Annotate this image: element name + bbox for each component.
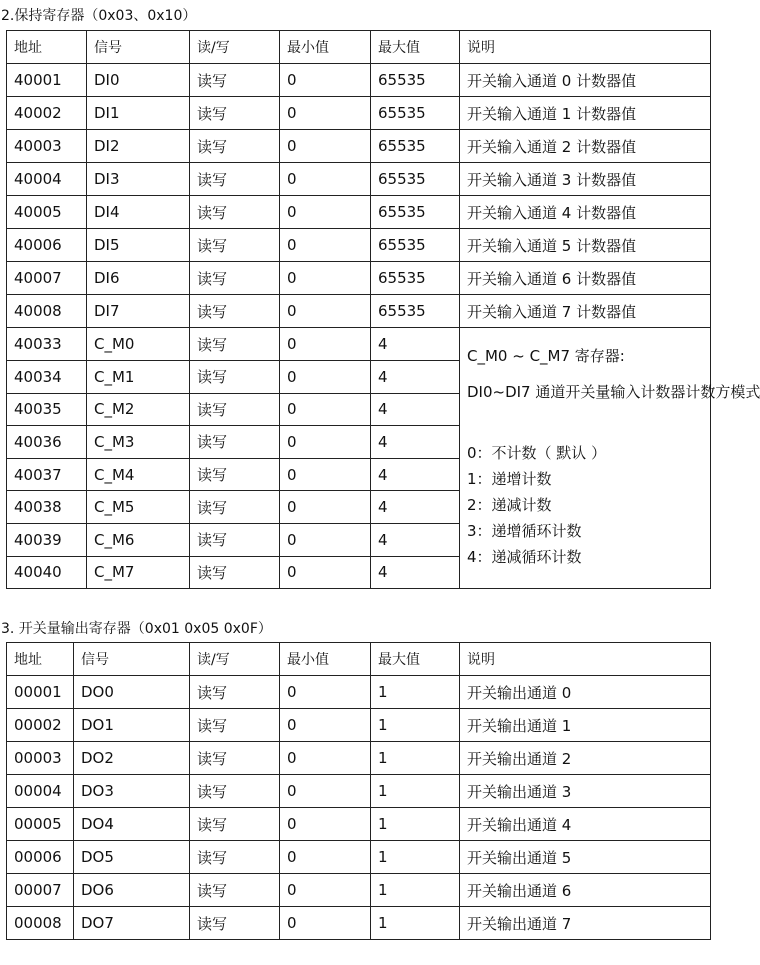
- cell-read-write: 读写: [190, 775, 280, 808]
- cell-max: 65535: [371, 262, 460, 295]
- cell-min: 0: [280, 426, 371, 459]
- table-row: [7, 262, 711, 295]
- cell-min: 0: [280, 295, 371, 328]
- table-row: [7, 163, 711, 196]
- cell-min: 0: [280, 361, 371, 394]
- section-title-digital-output-registers: 3. 开关量输出寄存器（0x01 0x05 0x0F）: [1, 621, 272, 637]
- cell-description: 开关输入通道 2 计数器值: [460, 130, 711, 163]
- cell-read-write: 读写: [190, 163, 280, 196]
- cell-signal: DI0: [87, 64, 190, 97]
- cell-max: 4: [371, 491, 460, 524]
- cell-description: 开关输出通道 1: [460, 709, 711, 742]
- cell-min: 0: [280, 229, 371, 262]
- cell-description: 开关输入通道 7 计数器值: [460, 295, 711, 328]
- cell-min: 0: [280, 130, 371, 163]
- cell-address: 40035: [7, 393, 87, 426]
- section-title-holding-registers: 2.保持寄存器（0x03、0x10）: [1, 8, 197, 24]
- cell-signal: C_M5: [87, 491, 190, 524]
- cell-description: 开关输出通道 7: [460, 907, 711, 940]
- cell-max: 1: [371, 775, 460, 808]
- cell-max: 4: [371, 556, 460, 589]
- cell-max: 65535: [371, 196, 460, 229]
- cell-address: 40003: [7, 130, 87, 163]
- cell-min: 0: [280, 556, 371, 589]
- cell-signal: DO0: [74, 676, 190, 709]
- cell-read-write: 读写: [190, 393, 280, 426]
- cell-signal: DO1: [74, 709, 190, 742]
- cell-description: 开关输出通道 4: [460, 808, 711, 841]
- cell-min: 0: [280, 458, 371, 491]
- cell-signal: DI7: [87, 295, 190, 328]
- cell-description: 开关输入通道 5 计数器值: [460, 229, 711, 262]
- cell-signal: C_M7: [87, 556, 190, 589]
- cell-signal: C_M0: [87, 328, 190, 361]
- cell-min: 0: [280, 328, 371, 361]
- cell-min: 0: [280, 523, 371, 556]
- cell-description: 开关输入通道 0 计数器值: [460, 64, 711, 97]
- cell-address: 40038: [7, 491, 87, 524]
- cell-read-write: 读写: [190, 523, 280, 556]
- cell-read-write: 读写: [190, 556, 280, 589]
- cell-address: 40034: [7, 361, 87, 394]
- cell-max: 1: [371, 907, 460, 940]
- cell-signal: DI3: [87, 163, 190, 196]
- cell-min: 0: [280, 491, 371, 524]
- cell-address: 40006: [7, 229, 87, 262]
- cell-address: 40033: [7, 328, 87, 361]
- cell-min: 0: [280, 163, 371, 196]
- table-row: [7, 97, 711, 130]
- table-row: [7, 874, 711, 907]
- cell-min: 0: [280, 196, 371, 229]
- cell-signal: DO6: [74, 874, 190, 907]
- table-row: [7, 328, 711, 361]
- cell-read-write: 读写: [190, 130, 280, 163]
- mode-option: 3：递增循环计数: [467, 522, 582, 541]
- cell-read-write: 读写: [190, 491, 280, 524]
- cell-min: 0: [280, 874, 371, 907]
- cell-address: 00005: [7, 808, 74, 841]
- cell-read-write: 读写: [190, 229, 280, 262]
- header-max: 最大值: [371, 31, 460, 64]
- cell-description-mode: [460, 328, 760, 589]
- header-read-write: 读/写: [190, 31, 280, 64]
- table-row: [7, 676, 711, 709]
- table-row: [7, 229, 711, 262]
- cell-min: 0: [280, 775, 371, 808]
- cell-signal: C_M2: [87, 393, 190, 426]
- cell-description: 开关输出通道 6: [460, 874, 711, 907]
- cell-min: 0: [280, 64, 371, 97]
- cell-address: 40002: [7, 97, 87, 130]
- cell-signal: DI4: [87, 196, 190, 229]
- cell-signal: DO3: [74, 775, 190, 808]
- mode-option: 0：不计数（ 默认 ）: [467, 444, 607, 463]
- cell-read-write: 读写: [190, 709, 280, 742]
- cell-address: 40004: [7, 163, 87, 196]
- cell-read-write: 读写: [190, 841, 280, 874]
- header-address: 地址: [7, 643, 74, 676]
- cell-max: 4: [371, 458, 460, 491]
- table-row: [7, 841, 711, 874]
- cell-signal: DI5: [87, 229, 190, 262]
- table-row: [7, 775, 711, 808]
- cell-address: 40037: [7, 458, 87, 491]
- cell-signal: DO2: [74, 742, 190, 775]
- cell-read-write: 读写: [190, 742, 280, 775]
- table-row: [7, 196, 711, 229]
- cell-description: 开关输入通道 1 计数器值: [460, 97, 711, 130]
- cell-address: 00002: [7, 709, 74, 742]
- cell-description: 开关输出通道 5: [460, 841, 711, 874]
- cell-max: 1: [371, 742, 460, 775]
- mode-desc-text: DI0~DI7 通道开关量输入计数器计数方模式: [467, 383, 760, 402]
- cell-read-write: 读写: [190, 64, 280, 97]
- cell-address: 40008: [7, 295, 87, 328]
- cell-max: 1: [371, 709, 460, 742]
- mode-option: 4：递减循环计数: [467, 548, 582, 567]
- header-signal: 信号: [87, 31, 190, 64]
- cell-max: 4: [371, 393, 460, 426]
- mode-desc-options: [467, 440, 710, 570]
- cell-address: 40036: [7, 426, 87, 459]
- cell-read-write: 读写: [190, 262, 280, 295]
- cell-address: 40039: [7, 523, 87, 556]
- cell-address: 40007: [7, 262, 87, 295]
- header-min: 最小值: [280, 31, 371, 64]
- cell-read-write: 读写: [190, 458, 280, 491]
- cell-min: 0: [280, 841, 371, 874]
- cell-address: 40040: [7, 556, 87, 589]
- cell-max: 4: [371, 523, 460, 556]
- cell-signal: DO7: [74, 907, 190, 940]
- cell-description: 开关输入通道 4 计数器值: [460, 196, 711, 229]
- cell-read-write: 读写: [190, 295, 280, 328]
- cell-signal: DI2: [87, 130, 190, 163]
- cell-description: 开关输出通道 3: [460, 775, 711, 808]
- cell-address: 00001: [7, 676, 74, 709]
- cell-min: 0: [280, 742, 371, 775]
- cell-min: 0: [280, 808, 371, 841]
- cell-min: 0: [280, 262, 371, 295]
- cell-max: 65535: [371, 295, 460, 328]
- cell-read-write: 读写: [190, 676, 280, 709]
- mode-desc-label: C_M0 ~ C_M7 寄存器:: [467, 347, 625, 366]
- cell-max: 1: [371, 808, 460, 841]
- mode-option: 1：递增计数: [467, 470, 552, 489]
- cell-read-write: 读写: [190, 97, 280, 130]
- table-row: [7, 709, 711, 742]
- cell-signal: C_M3: [87, 426, 190, 459]
- mode-option: 2：递减计数: [467, 496, 552, 515]
- cell-min: 0: [280, 393, 371, 426]
- table-row: [7, 742, 711, 775]
- cell-description: 开关输出通道 0: [460, 676, 711, 709]
- cell-address: 00008: [7, 907, 74, 940]
- header-description: 说明: [460, 643, 711, 676]
- cell-description: 开关输出通道 2: [460, 742, 711, 775]
- cell-address: 00007: [7, 874, 74, 907]
- table-header-row: [7, 31, 711, 64]
- table-row: [7, 64, 711, 97]
- cell-read-write: 读写: [190, 907, 280, 940]
- cell-address: 00006: [7, 841, 74, 874]
- cell-description: 开关输入通道 6 计数器值: [460, 262, 711, 295]
- cell-max: 65535: [371, 229, 460, 262]
- cell-max: 4: [371, 361, 460, 394]
- header-read-write: 读/写: [190, 643, 280, 676]
- header-max: 最大值: [371, 643, 460, 676]
- cell-read-write: 读写: [190, 426, 280, 459]
- cell-signal: DO5: [74, 841, 190, 874]
- cell-min: 0: [280, 97, 371, 130]
- cell-signal: C_M6: [87, 523, 190, 556]
- table-row: [7, 295, 711, 328]
- cell-signal: DI1: [87, 97, 190, 130]
- holding-registers-table: [6, 30, 760, 589]
- cell-signal: DI6: [87, 262, 190, 295]
- cell-max: 1: [371, 676, 460, 709]
- table-row: [7, 808, 711, 841]
- digital-output-registers-table: [6, 642, 711, 940]
- table-row: [7, 907, 711, 940]
- cell-max: 65535: [371, 130, 460, 163]
- cell-min: 0: [280, 907, 371, 940]
- table-header-row: [7, 643, 711, 676]
- cell-min: 0: [280, 709, 371, 742]
- table-row: [7, 130, 711, 163]
- cell-read-write: 读写: [190, 808, 280, 841]
- header-min: 最小值: [280, 643, 371, 676]
- cell-address: 40005: [7, 196, 87, 229]
- cell-read-write: 读写: [190, 874, 280, 907]
- cell-signal: C_M1: [87, 361, 190, 394]
- cell-min: 0: [280, 676, 371, 709]
- header-signal: 信号: [74, 643, 190, 676]
- cell-description: 开关输入通道 3 计数器值: [460, 163, 711, 196]
- cell-signal: DO4: [74, 808, 190, 841]
- cell-max: 65535: [371, 64, 460, 97]
- cell-signal: C_M4: [87, 458, 190, 491]
- cell-max: 1: [371, 874, 460, 907]
- cell-read-write: 读写: [190, 361, 280, 394]
- cell-max: 1: [371, 841, 460, 874]
- cell-max: 4: [371, 328, 460, 361]
- cell-max: 65535: [371, 163, 460, 196]
- cell-max: 4: [371, 426, 460, 459]
- cell-read-write: 读写: [190, 328, 280, 361]
- cell-address: 40001: [7, 64, 87, 97]
- header-address: 地址: [7, 31, 87, 64]
- cell-address: 00003: [7, 742, 74, 775]
- cell-read-write: 读写: [190, 196, 280, 229]
- header-description: 说明: [460, 31, 711, 64]
- cell-max: 65535: [371, 97, 460, 130]
- cell-address: 00004: [7, 775, 74, 808]
